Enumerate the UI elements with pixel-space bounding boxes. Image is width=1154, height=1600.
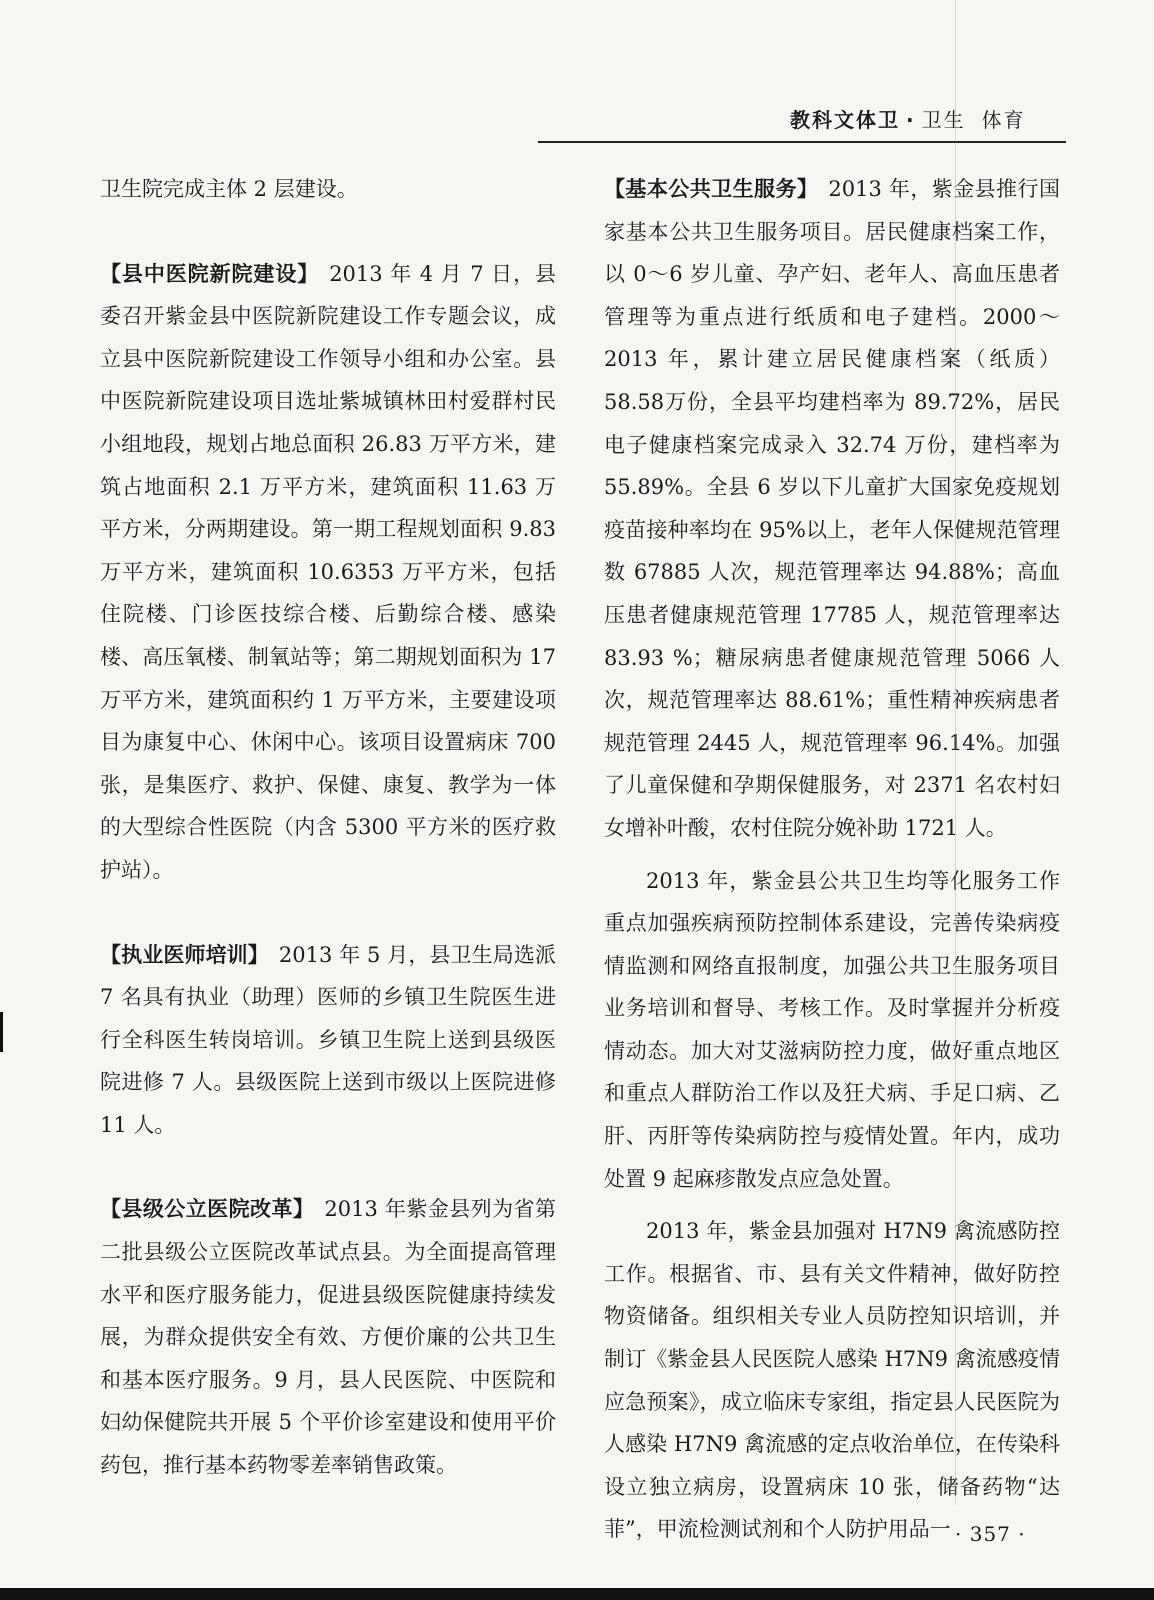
running-header (790, 104, 1026, 133)
scan-artifact-line (955, 0, 956, 1505)
continuation-paragraph: 卫生院完成主体 2 层建设。 (100, 177, 358, 201)
article-paragraph: 2013 年，紫金县加强对 H7N9 禽流感防控工作。根据省、市、县有关文件精神，做好防控物资储备。组织相关专业人员防控知识培训，并制订《紫金县人民医院人感染 H7N9 禽流感疫情应急预案》，成立临床专家组，指定县人民医院为人感染 H7N9 禽流感的定点收治单位，在传染科设立独立病房，设置病床 10 张，储备药物“达菲”，甲流检测试剂和个人防护用品一 (604, 1219, 1060, 1542)
article-body: 2013 年紫金县列为省第二批县级公立医院改革试点县。为全面提高管理水平和医疗服务能力，促进县级医院健康持续发展，为群众提供安全有效、方便价廉的公共卫生和基本医疗服务。9 月，县人民医院、中医院和妇幼保健院共开展 5 个平价诊室建设和使用平价药包，推行基本药物零差率销售政策。 (100, 1197, 556, 1478)
article-body: 2013 年 4 月 7 日，县委召开紫金县中医院新院建设工作专题会议，成立县中医院新院建设工作领导小组和办公室。县中医院新院建设项目选址紫城镇林田村爱群村民小组地段，规划占地总面积 26.83 万平方米，建筑占地面积 2.1 万平方米，建筑面积 11.63 万平方米，分两期建设。第一期工程规划面积 9.83 万平方米，建筑面积 10.6353 万平方米，包括住院楼、门诊医技综合楼、后勤综合楼、感染楼、高压氧楼、制氧站等；第二期规划面积为 17 万平方米，建筑面积约 1 万平方米，主要建设项目为康复中心、休闲中心。该项目设置病床 700 张，是集医疗、救护、保健、康复、教学为一体的大型综合性医院（内含 5300 平方米的医疗救护站）。 (100, 261, 556, 882)
paragraph-gap (100, 1146, 556, 1188)
header-section: 教科文体卫 (790, 108, 900, 132)
paragraph-gap (100, 211, 556, 253)
paragraph-gap (100, 892, 556, 934)
scan-bottom-band (0, 1588, 1154, 1600)
article-body: 2013 年 5 月，县卫生局选派 7 名具有执业（助理）医师的乡镇卫生院医生进行全科医生转岗培训。乡镇卫生院上送到县级医院进修 7 人。县级医院上送到市级以上医院进修 11 人。 (100, 942, 556, 1137)
section-title: 【执业医师培训】 (100, 942, 269, 967)
header-subsection-2: 体育 (981, 108, 1026, 132)
section-title: 【县级公立医院改革】 (100, 1197, 315, 1222)
paragraph-gap (604, 850, 1060, 860)
paragraph-gap (604, 1200, 1060, 1210)
section-title: 【县中医院新院建设】 (100, 261, 320, 286)
header-separator: · (906, 108, 916, 132)
right-column (604, 168, 1060, 1551)
header-subsection: 卫生 (921, 108, 966, 132)
left-column (100, 168, 556, 1487)
article-public-hospital-reform (100, 1188, 556, 1486)
header-rule (538, 141, 1066, 143)
page-number: · 357 · (955, 1522, 1026, 1546)
article-paragraph: 2013 年，紫金县公共卫生均等化服务工作重点加强疾病预防控制体系建设，完善传染病疫情监测和网络直报制度，加强公共卫生服务项目业务培训和督导、考核工作。及时掌握并分析疫情动态。加大对艾滋病防控力度，做好重点地区和重点人群防治工作以及狂犬病、手足口病、乙肝、丙肝等传染病防控与疫情处置。年内，成功处置 9 起麻疹散发点应急处置。 (604, 868, 1060, 1191)
article-basic-public-health (604, 168, 1060, 850)
margin-mark (0, 1012, 3, 1052)
section-title: 【基本公共卫生服务】 (604, 177, 819, 201)
article-body: 2013 年，紫金县推行国家基本公共卫生服务项目。居民健康档案工作，以 0～6 岁儿童、孕产妇、老年人、高血压患者管理等为重点进行纸质和电子建档。2000～2013 年，累计建立居民健康档案（纸质）58.58万份，全县平均建档率为 89.72%，居民电子健康档案完成录入 32.74 万份，建档率为 55.89%。全县 6 岁以下儿童扩大国家免疫规划疫苗接种率均在 95%以上，老年人保健规范管理数 67885 人次，规范管理率达 94.88%；高血压患者健康规范管理 17785 人，规范管理率达 83.93 %；糖尿病患者健康规范管理 5066 人次，规范管理率达 88.61%；重性精神疾病患者规范管理 2445 人，规范管理率 96.14%。加强了儿童保健和孕期保健服务，对 2371 名农村妇女增补叶酸，农村住院分娩补助 1721 人。 (604, 177, 1060, 840)
article-physician-training (100, 934, 556, 1147)
article-county-tcm-hospital (100, 253, 556, 892)
